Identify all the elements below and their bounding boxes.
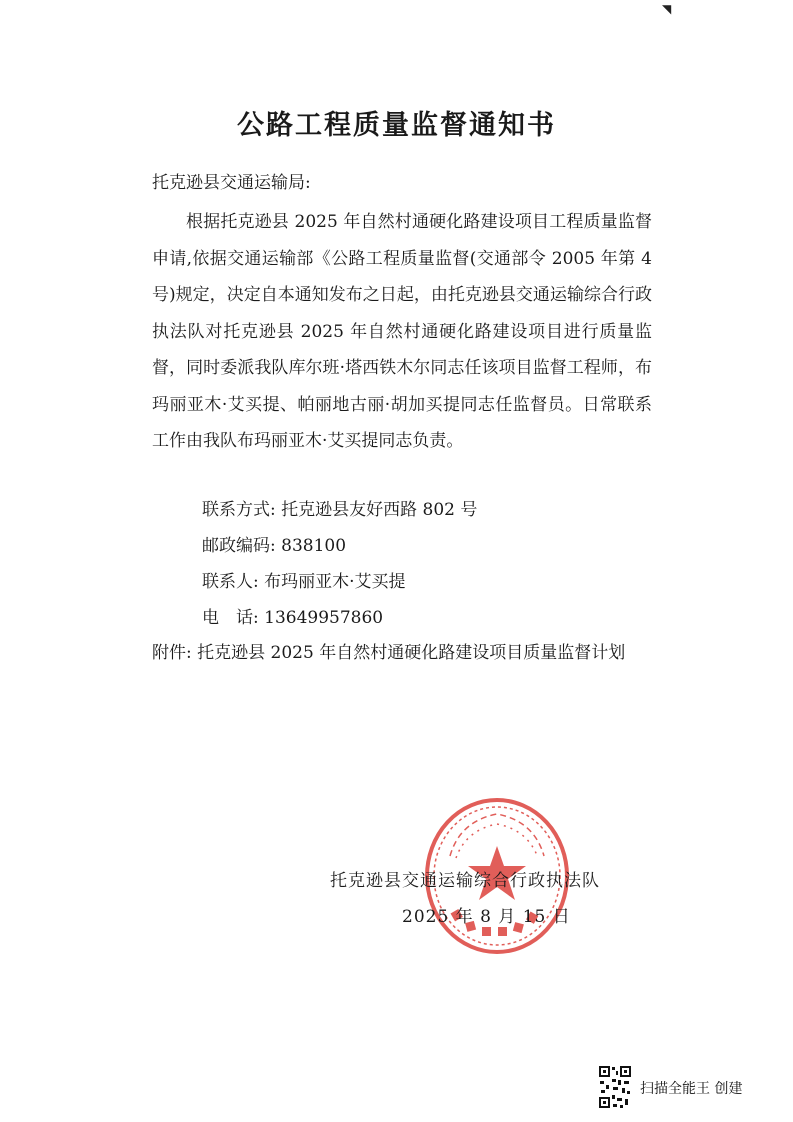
body-paragraph: 根据托克逊县 2025 年自然村通硬化路建设项目工程质量监督申请,依据交通运输部《公路工程质量监督(交通部令 2005 年第 4 号)规定，决定自本通知发布之日起，由托克逊县交通运输综合行政执法队对托克逊县 2025 年自然村通硬化路建设项目进行质量监督，同时委派我队库尔班·塔西铁木尔同志任该项目监督工程师，布玛丽亚木·艾买提、帕丽地古丽·胡加买提同志任监督员。日常联系工作由我队布玛丽亚木·艾买提同志负责。	[152, 212, 652, 451]
addressee: 托克逊县交通运输局:	[152, 173, 311, 193]
qr-code-icon	[598, 1065, 632, 1109]
contact-person: 联系人: 布玛丽亚木·艾买提	[202, 572, 406, 592]
scanner-brand-label: 扫描全能王 创建	[640, 1081, 743, 1097]
document-title: 公路工程质量监督通知书	[237, 110, 556, 141]
signature-organization: 托克逊县交通运输综合行政执法队	[330, 871, 600, 891]
attachment-line: 附件: 托克逊县 2025 年自然村通硬化路建设项目质量监督计划	[152, 643, 626, 663]
contact-method: 联系方式: 托克逊县友好西路 802 号	[202, 500, 478, 520]
scanner-watermark	[598, 1065, 778, 1109]
signature-date: 2025 年 8 月 15 日	[402, 907, 571, 927]
corner-mark: ◥	[662, 2, 672, 16]
postcode: 邮政编码: 838100	[202, 536, 347, 556]
phone: 电 话: 13649957860	[202, 608, 384, 628]
